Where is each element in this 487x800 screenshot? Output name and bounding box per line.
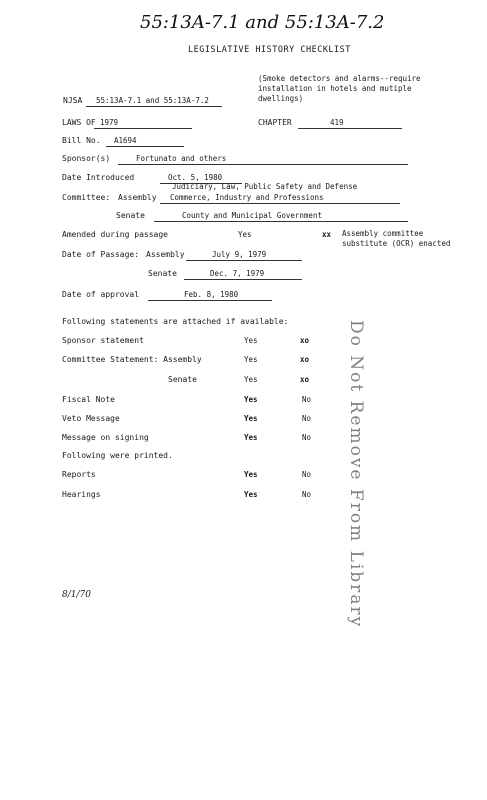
bill-no-value: A1694 xyxy=(114,136,137,145)
statement-yes: Yes xyxy=(244,395,258,404)
statement-label: Message on signing xyxy=(62,433,149,442)
chapter-label: CHAPTER xyxy=(258,118,292,127)
date-of-approval-value: Feb. 8, 1980 xyxy=(184,290,239,299)
statement-yes: Yes xyxy=(244,414,258,423)
printed-label: Reports xyxy=(62,470,96,479)
chapter-underline xyxy=(298,128,402,129)
njsa-label: NJSA xyxy=(63,96,83,105)
statement-no: xo xyxy=(300,336,310,345)
laws-of-underline xyxy=(94,128,192,129)
committee-senate-label: Senate xyxy=(116,211,145,220)
subject-note: (Smoke detectors and alarms--require installation in hotels and mutiple dwellings) xyxy=(258,74,421,103)
date-of-approval-label: Date of approval xyxy=(62,290,140,299)
printed-no: No xyxy=(302,470,312,479)
laws-of-label: LAWS OF xyxy=(62,118,96,127)
passage-senate-label: Senate xyxy=(148,269,177,278)
statement-no: No xyxy=(302,433,312,442)
attached-heading: Following statements are attached if available: xyxy=(62,317,289,326)
sponsors-value: Fortunato and others xyxy=(136,154,227,163)
passage-senate-value: Dec. 7, 1979 xyxy=(210,269,265,278)
printed-label: Hearings xyxy=(62,490,101,499)
amended-label: Amended during passage xyxy=(62,230,168,239)
assembly-committee-underline xyxy=(160,203,400,204)
statement-yes: Yes xyxy=(244,336,258,345)
date-of-passage-label: Date of Passage: xyxy=(62,250,140,259)
library-stamp: Do Not Remove From Library xyxy=(346,320,366,629)
bill-no-label: Bill No. xyxy=(62,136,101,145)
statement-no: xo xyxy=(300,355,310,364)
amended-mark: xx xyxy=(322,230,332,239)
handwritten-title: 55:13A-7.1 and 55:13A-7.2 xyxy=(140,12,385,33)
passage-assembly-value: July 9, 1979 xyxy=(212,250,267,259)
statement-label: Senate xyxy=(168,375,197,384)
chapter-value: 419 xyxy=(330,118,344,127)
printed-yes: Yes xyxy=(244,490,258,499)
senate-committee-underline xyxy=(154,221,408,222)
statement-yes: Yes xyxy=(244,375,258,384)
page-heading: LEGISLATIVE HISTORY CHECKLIST xyxy=(188,45,351,55)
statement-yes: Yes xyxy=(244,433,258,442)
footer-date: 8/1/70 xyxy=(62,590,91,600)
printed-no: No xyxy=(302,490,312,499)
passage-senate-underline xyxy=(184,279,302,280)
date-of-approval-underline xyxy=(148,300,272,301)
assembly-committee-line2: Commerce, Industry and Professions xyxy=(170,193,324,202)
bill-no-underline xyxy=(106,146,184,147)
njsa-underline xyxy=(86,106,222,107)
statement-label: Committee Statement: Assembly xyxy=(62,355,202,364)
amended-yes: Yes xyxy=(238,230,252,239)
date-introduced-value: Oct. 5, 1980 xyxy=(168,173,223,182)
laws-of-value: 1979 xyxy=(100,118,119,127)
amended-note: Assembly committee substitute (OCR) enacted xyxy=(342,229,451,248)
passage-assembly-underline xyxy=(186,260,302,261)
committee-assembly-label: Assembly xyxy=(118,193,157,202)
statement-label: Fiscal Note xyxy=(62,395,115,404)
committee-label: Committee: xyxy=(62,193,111,202)
passage-assembly-label: Assembly xyxy=(146,250,185,259)
sponsors-label: Sponsor(s) xyxy=(62,154,111,163)
statement-yes: Yes xyxy=(244,355,258,364)
njsa-value: 55:13A-7.1 and 55:13A-7.2 xyxy=(96,96,209,105)
statement-label: Veto Message xyxy=(62,414,120,423)
sponsors-underline xyxy=(118,164,408,165)
senate-committee-value: County and Municipal Government xyxy=(182,211,322,220)
assembly-committee-line1: Judiciary, Law, Public Safety and Defense xyxy=(172,182,358,191)
printed-yes: Yes xyxy=(244,470,258,479)
printed-heading: Following were printed. xyxy=(62,451,173,460)
statement-no: No xyxy=(302,395,312,404)
statement-no: xo xyxy=(300,375,310,384)
statement-label: Sponsor statement xyxy=(62,336,144,345)
statement-no: No xyxy=(302,414,312,423)
date-introduced-label: Date Introduced xyxy=(62,173,135,182)
